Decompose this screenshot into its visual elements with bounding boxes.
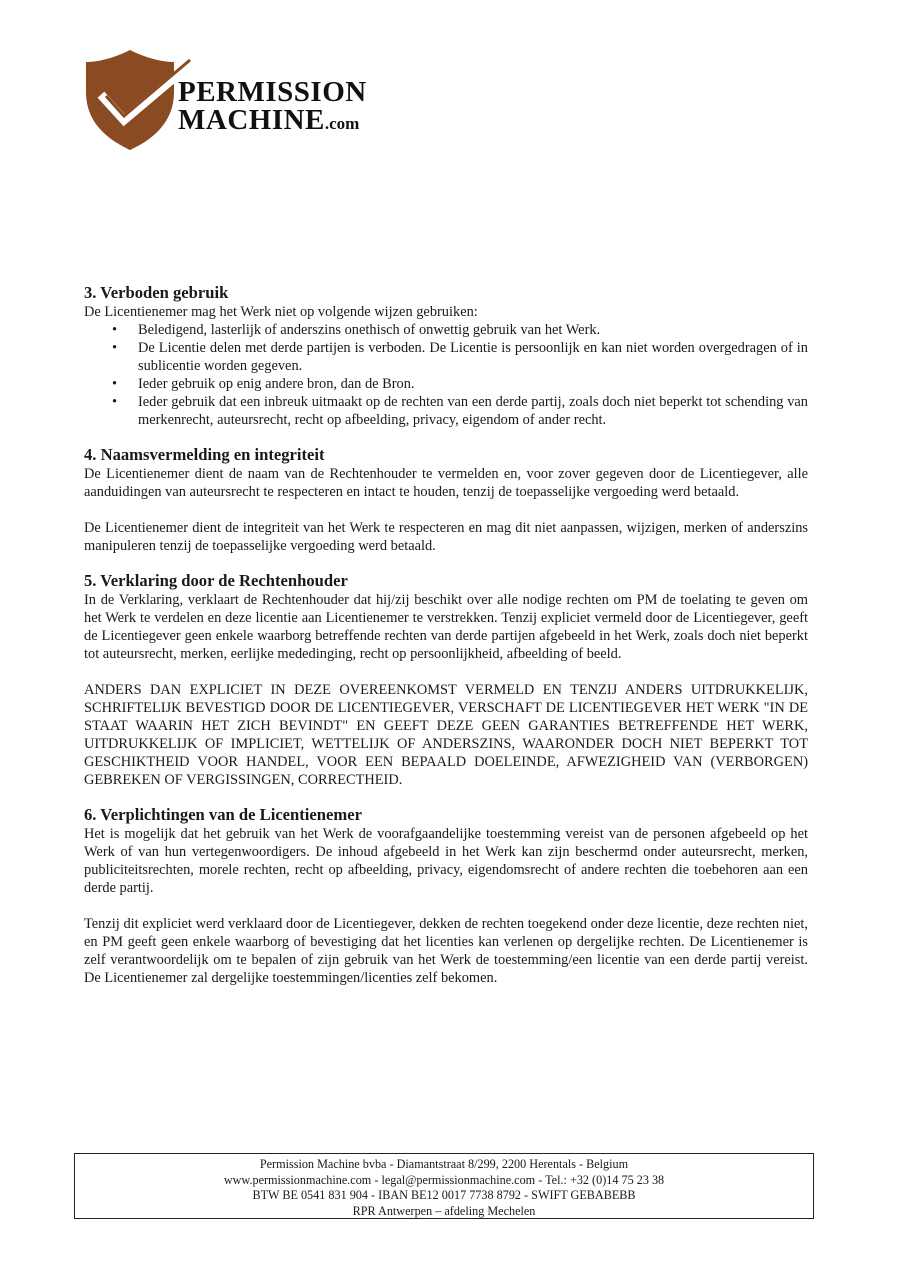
document-body — [84, 283, 808, 1003]
footer-address: Permission Machine bvba - Diamantstraat 8/299, 2200 Herentals - Belgium — [259, 1157, 629, 1171]
paragraph: In de Verklaring, verklaart de Rechtenhouder dat hij/zij beschikt over alle nodige rechten om PM de toelating te geven om het Werk te verdelen en deze licentie aan Licentienemer te verstrekken. Tenzij expliciet vermeld door de Licentiegever, geeft de Licentiegever geen enkele waarborg betreffende rechten van derde partijen afgebeeld in het Werk, zoals doch niet beperkt tot auteursrecht, merken, eerlijke mededinging, recht op persoonlijkheid, afbeelding of beeld. — [84, 592, 808, 662]
logo-name: MACHINE — [178, 104, 325, 136]
section-verboden-gebruik — [84, 283, 808, 429]
list-item: • Ieder gebruik dat een inbreuk uitmaakt op de rechten van een derde partij, zoals doch niet beperkt tot schending van merkenrecht, auteursrecht, recht op afbeelding, privacy, eigendom of ander recht. — [112, 393, 808, 429]
footer-bank-details: BTW BE 0541 831 904 - IBAN BE12 0017 7738 8792 - SWIFT GEBABEBB — [252, 1188, 636, 1202]
section-heading: 5. Verklaring door de Rechtenhouder — [84, 571, 348, 590]
section-verplichtingen — [84, 805, 808, 987]
footer-registry: RPR Antwerpen – afdeling Mechelen — [352, 1203, 536, 1218]
logo-suffix: .com — [324, 114, 360, 133]
disclaimer-paragraph: ANDERS DAN EXPLICIET IN DEZE OVEREENKOMST VERMELD EN TENZIJ ANDERS UITDRUKKELIJK, SCHRIFTELIJK BEVESTIGD DOOR DE LICENTIEGEVER, VERSCHAFT DE LICENTIEGEVER HET WERK "IN DE STAAT WAARIN HET ZICH BEVINDT" EN GEEFT DEZE GEEN GARANTIES BETREFFENDE HET WERK, UITDRUKKELIJK OF IMPLICIET, WETTELIJK OF ANDERSZINS, WAARONDER DOCH NIET BEPERKT TOT GESCHIKTHEID VOOR HANDEL, VOOR EEN BEPAALD DOELEINDE, AFWEZIGHEID VAN (VERBORGEN) GEBREKEN OF VERGISSINGEN, CORRECTHEID. — [84, 682, 808, 788]
list-item: • De Licentie delen met derde partijen is verboden. De Licentie is persoonlijk en kan niet worden overgedragen of in sublicentie worden gegeven. — [112, 339, 808, 375]
footer-contact: www.permissionmachine.com - legal@permissionmachine.com - Tel.: +32 (0)14 75 23 38 — [223, 1172, 665, 1187]
section-naamsvermelding — [84, 445, 808, 555]
footer-company-info — [74, 1153, 814, 1219]
section-heading: 4. Naamsvermelding en integriteit — [84, 445, 325, 464]
paragraph: De Licentienemer dient de integriteit van het Werk te respecteren en mag dit niet aanpassen, wijzigen, merken of anderszins manipuleren tenzij de toepasselijke vergoeding werd betaald. — [84, 520, 808, 554]
prohibited-uses-list — [84, 321, 808, 429]
section-heading: 6. Verplichtingen van de Licentienemer — [84, 805, 362, 824]
section-heading: 3. Verboden gebruik — [84, 283, 229, 302]
logo-text-line2 — [178, 104, 359, 137]
list-item: • Beledigend, lasterlijk of anderszins onethisch of onwettig gebruik van het Werk. — [112, 321, 808, 339]
paragraph: Tenzij dit expliciet werd verklaard door de Licentiegever, dekken de rechten toegekend onder deze licentie, deze rechten niet, en PM geeft geen enkele waarborg of bevestiging dat het licenties kan verlenen op dergelijke rechten. De Licentienemer is zelf verantwoordelijk om te bepalen of zijn gebruik van het Werk de toestemming/een licentie van een derde partij vereist. De Licentienemer zal dergelijke toestemmingen/licenties zelf bekomen. — [84, 916, 808, 986]
logo-text-line1: PERMISSION — [178, 76, 367, 108]
company-logo — [84, 46, 374, 156]
paragraph: De Licentienemer dient de naam van de Rechtenhouder te vermelden en, voor zover gegeven door de Licentiegever, alle aanduidingen van auteursrecht te respecteren en intact te houden, tenzij de toepasselijke vergoeding werd betaald. — [84, 466, 808, 500]
paragraph: Het is mogelijk dat het gebruik van het Werk de voorafgaandelijke toestemming vereist van de personen afgebeeld op het Werk of van hun vertegenwoordigers. De inhoud afgebeeld in het Werk kan zijn beschermd onder auteursrecht, merken, publiciteitsrechten, morele rechten, recht op afbeelding, privacy, eigendomsrecht of andere rechten die toebehoren aan een derde partij. — [84, 826, 808, 896]
list-item: • Ieder gebruik op enig andere bron, dan de Bron. — [112, 375, 808, 393]
section-intro: De Licentienemer mag het Werk niet op volgende wijzen gebruiken: — [84, 304, 478, 320]
section-verklaring — [84, 571, 808, 789]
